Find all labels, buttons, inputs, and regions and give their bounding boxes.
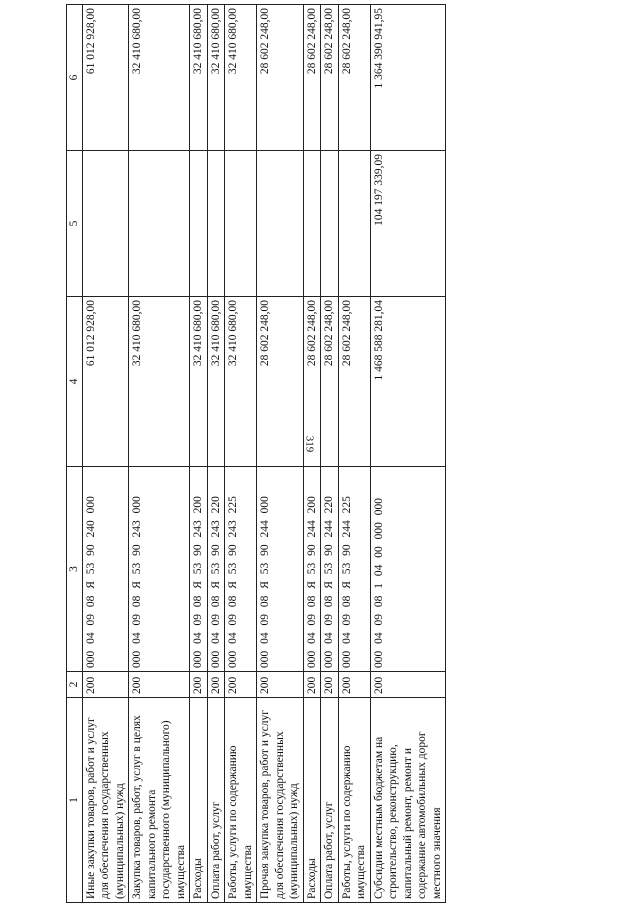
row-col5-cell <box>303 151 321 297</box>
row-col5-cell <box>257 151 304 297</box>
row-col6-cell: 32 410 680,00 <box>207 5 225 151</box>
row-code-cell: 000 04 09 08 Я 53 90 244 220 <box>321 467 339 672</box>
table-row <box>257 5 304 903</box>
table-row <box>207 5 225 903</box>
row-col6-cell: 28 602 248,00 <box>321 5 339 151</box>
col-header-6: 6 <box>67 5 83 151</box>
row-col5-cell <box>207 151 225 297</box>
row-code-cell: 000 04 09 08 Я 53 90 244 225 <box>338 467 370 672</box>
col-header-4: 4 <box>67 297 83 467</box>
table-body <box>82 5 446 903</box>
row-code-cell: 000 04 09 08 Я 53 90 244 200 <box>303 467 321 672</box>
row-admin-cell: 200 <box>257 672 304 698</box>
col-header-5: 5 <box>67 151 83 297</box>
row-admin-cell: 200 <box>321 672 339 698</box>
row-col4-cell: 28 602 248,00 <box>338 297 370 467</box>
row-name-cell: Работы, услуги по содержанию имущества <box>338 698 370 903</box>
row-col4-cell: 28 602 248,00 <box>257 297 304 467</box>
table-row <box>321 5 339 903</box>
row-name-cell: Расходы <box>190 698 208 903</box>
row-col4-cell: 32 410 680,00 <box>207 297 225 467</box>
table-row <box>225 5 257 903</box>
row-col6-cell: 28 602 248,00 <box>338 5 370 151</box>
row-col6-cell: 28 602 248,00 <box>303 5 321 151</box>
row-col4-cell: 32 410 680,00 <box>225 297 257 467</box>
row-admin-cell: 200 <box>338 672 370 698</box>
row-code-cell: 000 04 09 08 Я 53 90 243 220 <box>207 467 225 672</box>
row-admin-cell: 200 <box>129 672 190 698</box>
row-col5-cell <box>190 151 208 297</box>
row-code-cell: 000 04 09 08 Я 53 90 243 200 <box>190 467 208 672</box>
row-col5-cell <box>321 151 339 297</box>
row-col4-cell: 32 410 680,00 <box>190 297 208 467</box>
row-col6-cell: 28 602 248,00 <box>257 5 304 151</box>
row-col6-cell: 32 410 680,00 <box>225 5 257 151</box>
row-name-cell: Иные закупки товаров, работ и услуг для обеспечения государственных (муниципальных) нужд <box>82 698 129 903</box>
table-header-row <box>67 5 83 903</box>
row-code-cell: 000 04 09 08 1 04 00 000 000 <box>370 467 446 672</box>
row-col5-cell: 104 197 339,09 <box>370 151 446 297</box>
row-col6-cell: 1 364 390 941,95 <box>370 5 446 151</box>
col-header-1: 1 <box>67 698 83 903</box>
row-col4-cell: 1 468 588 281,04 <box>370 297 446 467</box>
row-name-cell: Субсидии местным бюджетам на строительство, реконструкцию, капитальный ремонт, ремонт и содержание автомобильных дорог местного значения <box>370 698 446 903</box>
row-admin-cell: 200 <box>225 672 257 698</box>
row-col6-cell: 61 012 928,00 <box>82 5 129 151</box>
row-col4-cell: 28 602 248,00 <box>303 297 321 467</box>
row-col5-cell <box>82 151 129 297</box>
row-admin-cell: 200 <box>82 672 129 698</box>
row-col4-cell: 61 012 928,00 <box>82 297 129 467</box>
row-col6-cell: 32 410 680,00 <box>129 5 190 151</box>
table-row <box>303 5 321 903</box>
page-number: 319 <box>303 435 316 453</box>
row-code-cell: 000 04 09 08 Я 53 90 243 000 <box>129 467 190 672</box>
table-row <box>82 5 129 903</box>
row-code-cell: 000 04 09 08 Я 53 90 244 000 <box>257 467 304 672</box>
budget-table <box>66 4 446 903</box>
row-col5-cell <box>225 151 257 297</box>
row-name-cell: Расходы <box>303 698 321 903</box>
row-name-cell: Прочая закупка товаров, работ и услуг для обеспечения государственных (муниципальных) нужд <box>257 698 304 903</box>
row-name-cell: Оплата работ, услуг <box>321 698 339 903</box>
row-code-cell: 000 04 09 08 Я 53 90 243 225 <box>225 467 257 672</box>
col-header-3: 3 <box>67 467 83 672</box>
row-col5-cell <box>338 151 370 297</box>
row-col4-cell: 32 410 680,00 <box>129 297 190 467</box>
row-code-cell: 000 04 09 08 Я 53 90 240 000 <box>82 467 129 672</box>
row-admin-cell: 200 <box>303 672 321 698</box>
row-name-cell: Оплата работ, услуг <box>207 698 225 903</box>
rotated-table-frame <box>66 5 628 903</box>
row-admin-cell: 200 <box>207 672 225 698</box>
row-admin-cell: 200 <box>190 672 208 698</box>
table-row <box>190 5 208 903</box>
table-row <box>370 5 446 903</box>
row-name-cell: Работы, услуги по содержанию имущества <box>225 698 257 903</box>
row-col6-cell: 32 410 680,00 <box>190 5 208 151</box>
row-admin-cell: 200 <box>370 672 446 698</box>
col-header-2: 2 <box>67 672 83 698</box>
table-row <box>338 5 370 903</box>
row-col5-cell <box>129 151 190 297</box>
table-row <box>129 5 190 903</box>
row-name-cell: Закупка товаров, работ, услуг в целях капитального ремонта государственного (муниципального) имущества <box>129 698 190 903</box>
row-col4-cell: 28 602 248,00 <box>321 297 339 467</box>
